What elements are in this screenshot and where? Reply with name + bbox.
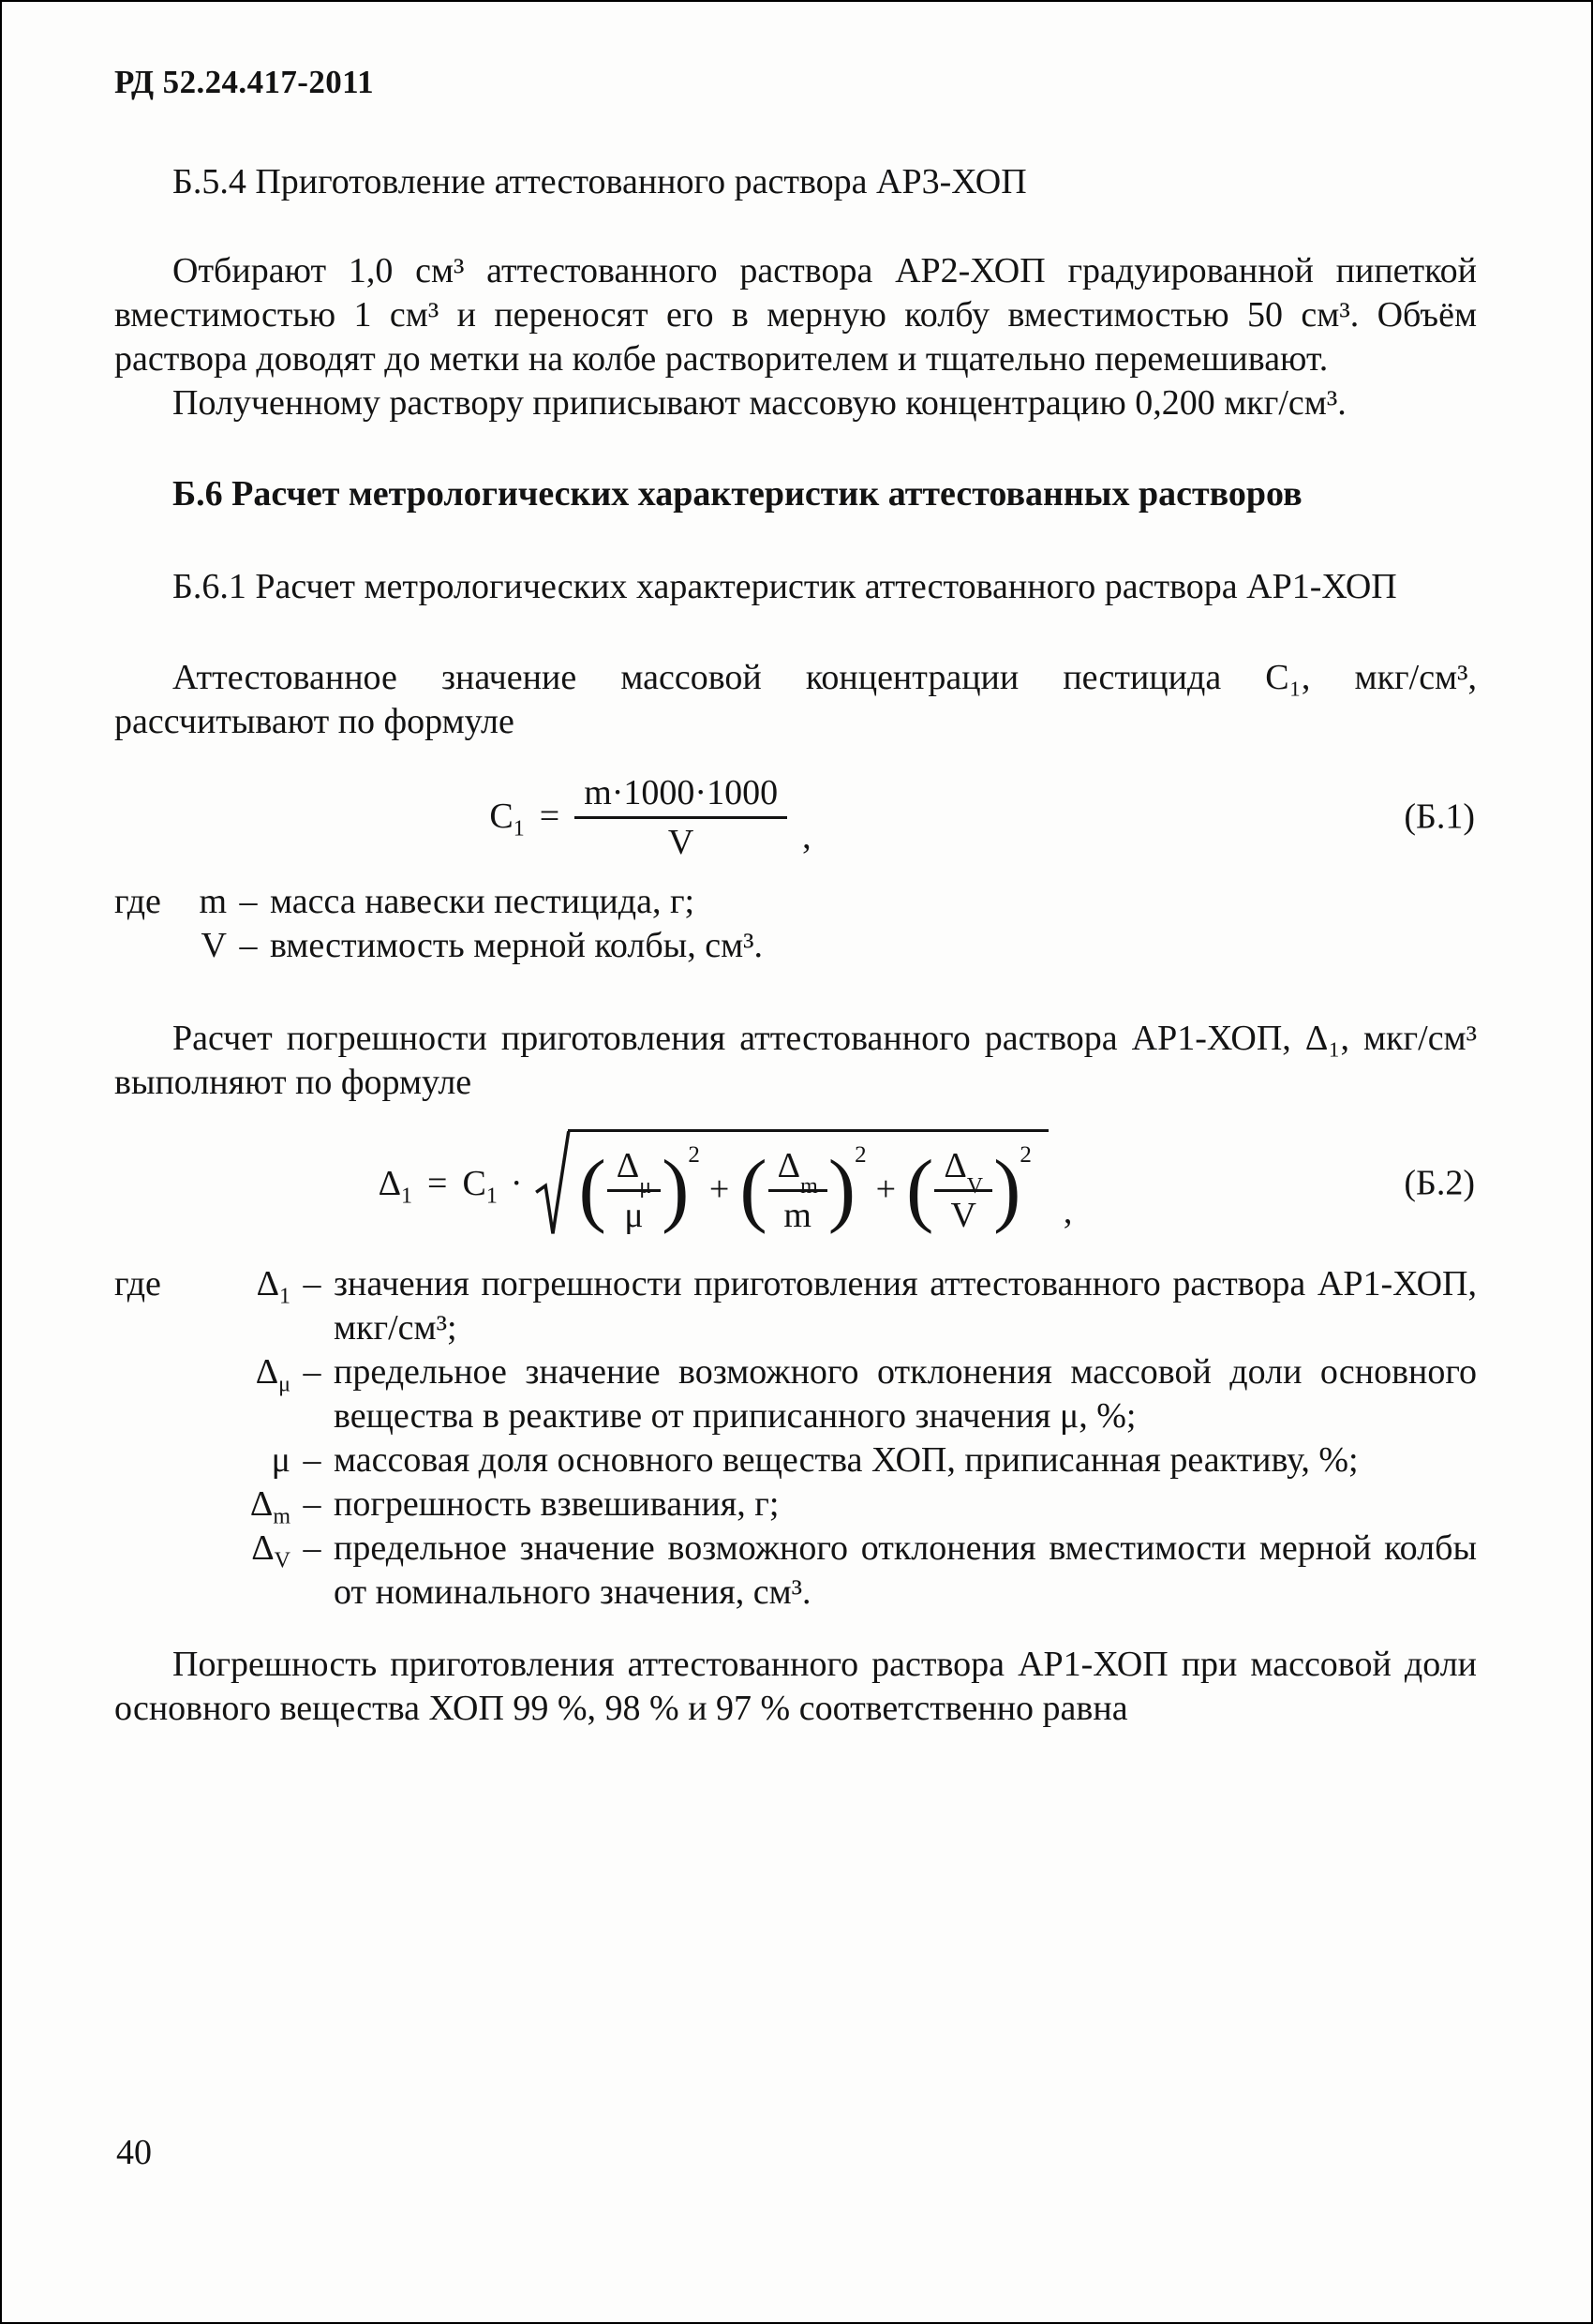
- paragraph-attested-value: Аттестованное значение массовой концентрации пестицида C₁, мкг/см³, рассчитывают по формуле: [114, 658, 1477, 741]
- formula-b1-lhs: [489, 795, 525, 842]
- fraction-denominator: V: [950, 1196, 976, 1235]
- definition-dash: –: [303, 1440, 321, 1480]
- definition-row: [114, 1350, 1477, 1438]
- definition-term: V: [201, 926, 227, 965]
- formula-b1-fraction: [574, 770, 787, 863]
- exponent: 2: [688, 1142, 700, 1168]
- heading-b6: Б.6 Расчет метрологических характеристик аттестованных растворов: [172, 474, 1303, 514]
- delta-symbol: Δ: [944, 1146, 967, 1185]
- definition-term: $\Delta_V$: [251, 1528, 290, 1573]
- definitions-b2: [114, 1262, 1477, 1615]
- fraction-numerator: Δ μ: [607, 1143, 661, 1192]
- fraction-numerator: Δ m: [768, 1143, 827, 1192]
- definition-dash: –: [303, 1528, 321, 1568]
- formula-b2-lhs-sub: 1: [401, 1184, 413, 1209]
- fraction-delta-v: [934, 1143, 992, 1236]
- formula-b2-lhs: [378, 1162, 413, 1209]
- definition-term: m: [199, 882, 227, 921]
- definition-row: [114, 1527, 1477, 1615]
- definition-desc: массовая доля основного вещества ХОП, приписанная реактиву, %;: [334, 1440, 1359, 1480]
- exponent: 2: [855, 1142, 867, 1168]
- formula-b1: [114, 770, 1477, 863]
- formula-b2-coef: [462, 1162, 498, 1209]
- formula-b2-lhs-base: Δ: [378, 1163, 402, 1203]
- formula-b2-coef-base: C: [462, 1163, 486, 1203]
- definition-dash: –: [239, 882, 258, 921]
- fraction-delta-m: [768, 1143, 827, 1236]
- fraction-delta-mu: [607, 1143, 661, 1236]
- square-root: [535, 1129, 1048, 1238]
- formula-b1-denominator: V: [667, 823, 694, 862]
- equation-number-b2: (Б.2): [1404, 1163, 1475, 1203]
- definition-desc: вместимость мерной колбы, см³.: [270, 926, 764, 965]
- plus-sign: +: [875, 1169, 897, 1209]
- where-label: где: [114, 1264, 161, 1304]
- delta-symbol: Δ: [616, 1146, 640, 1185]
- definition-row: [114, 1482, 1477, 1527]
- definition-dash: –: [303, 1264, 321, 1304]
- formula-b2: [114, 1129, 1477, 1238]
- formula-b2-body: [379, 1129, 1073, 1238]
- equation-number-b1: (Б.1): [1404, 797, 1475, 836]
- radical-icon: [535, 1129, 571, 1238]
- multiply-dot: ·: [510, 1163, 523, 1203]
- equals-sign: =: [427, 1163, 448, 1203]
- radicand: [568, 1129, 1048, 1238]
- where-label: где: [114, 882, 161, 921]
- squared-term-v: ( Δ V V ) 2: [906, 1142, 1032, 1235]
- page-number: 40: [116, 2133, 152, 2172]
- equals-sign: =: [539, 797, 560, 836]
- delta-symbol: Δ: [777, 1146, 801, 1185]
- heading-b54: Б.5.4 Приготовление аттестованного раствора АР3-ХОП: [172, 162, 1027, 201]
- definition-row: [114, 924, 1477, 968]
- paragraph-final-error: Погрешность приготовления аттестованного раствора АР1-ХОП при массовой доли основного вещества ХОП 99 %, 98 % и 97 % соответственно равна: [114, 1645, 1477, 1728]
- fraction-numerator: Δ V: [934, 1143, 992, 1192]
- formula-b1-comma: ,: [802, 817, 811, 857]
- definition-desc: предельное значение возможного отклонения вместимости мерной колбы от номинального значения, см³.: [334, 1528, 1477, 1612]
- definition-dash: –: [303, 1352, 321, 1392]
- fraction-denominator: μ: [624, 1196, 644, 1235]
- squared-term-mu: ( Δ μ μ ) 2: [578, 1142, 700, 1235]
- definition-desc: предельное значение возможного отклонения массовой доли основного вещества в реактиве от приписанного значения μ, %;: [334, 1352, 1477, 1436]
- definition-term: $\Delta_\mu$: [255, 1352, 290, 1397]
- fraction-denominator: m: [783, 1196, 811, 1235]
- definition-desc: погрешность взвешивания, г;: [334, 1484, 780, 1524]
- heading-b61: Б.6.1 Расчет метрологических характеристик аттестованного раствора АР1-ХОП: [172, 567, 1397, 606]
- definition-row: [114, 1262, 1477, 1350]
- document-number: РД 52.24.417-2011: [114, 64, 374, 100]
- formula-b1-numerator: m·1000·1000: [574, 770, 787, 819]
- exponent: 2: [1020, 1142, 1032, 1168]
- formula-b1-lhs-base: C: [489, 797, 514, 836]
- definition-dash: –: [303, 1484, 321, 1524]
- paragraph-error-calc: Расчет погрешности приготовления аттестованного раствора АР1-ХОП, Δ₁, мкг/см³ выполняют по формуле: [114, 1019, 1477, 1102]
- squared-term-m: ( Δ m m ) 2: [739, 1142, 867, 1235]
- definition-row: [114, 1438, 1477, 1482]
- paragraph-concentration: Полученному раствору приписывают массовую концентрацию 0,200 мкг/см³.: [172, 383, 1347, 423]
- formula-b2-coef-sub: 1: [485, 1184, 498, 1209]
- formula-b1-body: [489, 770, 811, 863]
- formula-b1-lhs-sub: 1: [513, 816, 525, 842]
- definition-row: [114, 880, 1477, 924]
- definition-term: $\Delta_1$: [256, 1264, 290, 1309]
- definition-term: $\Delta_m$: [249, 1484, 290, 1529]
- definitions-b1: [114, 880, 1477, 968]
- formula-b2-comma: ,: [1063, 1192, 1073, 1231]
- paragraph-preparation: Отбирают 1,0 см³ аттестованного раствора АР2-ХОП градуированной пипеткой вместимостью 1 см³ и переносят его в мерную колбу вместимостью 50 см³. Объём раствора доводят до метки на колбе растворителем и тщательно перемешивают.: [114, 251, 1477, 379]
- definition-term: μ: [271, 1440, 290, 1480]
- definition-desc: значения погрешности приготовления аттестованного раствора АР1-ХОП, мкг/см³;: [334, 1264, 1477, 1348]
- definition-desc: масса навески пестицида, г;: [270, 882, 695, 921]
- definition-dash: –: [239, 926, 258, 965]
- plus-sign: +: [708, 1169, 730, 1209]
